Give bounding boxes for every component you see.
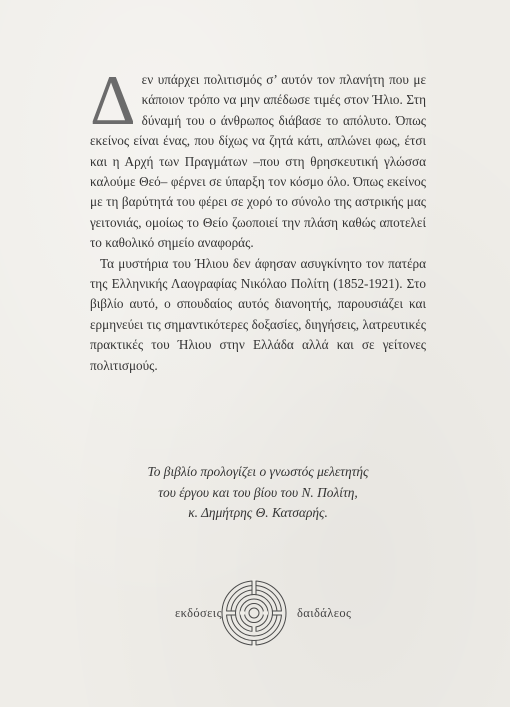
publisher-word-left: εκδόσεις: [175, 606, 222, 620]
paragraph-2: Τα μυστήρια του Ήλιου δεν άφησαν ασυγκίνητο τον πατέρα της Ελληνικής Λαογραφίας Νικόλαο Πολίτη (1852-1921). Στο βιβλίο αυτό, ο σπουδαίος αυτός διανοητής, παρουσιάζει και ερμηνεύει τις σημαντικότερες δοξασίες, διηγήσεις, λατρευτικές πρακτικές του Ήλιου στην Ελλάδα αλλά και σε γείτονες πολιτισμούς.: [90, 255, 426, 373]
blurb-text: [90, 62, 426, 376]
labyrinth-icon: [219, 578, 289, 648]
credit-line-3: κ. Δημήτρης Θ. Κατσαρής.: [188, 505, 328, 521]
publisher-word-right: δαιδάλεος: [297, 606, 352, 620]
publisher-mark: [0, 578, 510, 654]
preface-credit: [80, 462, 436, 524]
paragraph-1: [90, 62, 426, 254]
paragraph-1-text: εν υπάρχει πολιτισμός σ’ αυτόν τον πλανήτη που με κάποιον τρόπο να μην απέδωσε τιμές στον Ήλιο. Στη δύναμή του ο άνθρωπος διάβασε το απόλυτο. Όπως εκείνος είναι ένας, που δίχως να ζητά κάτι, απλώνει φως, έτσι και η Αρχή των Πραγμάτων –που στη θρησκευτική γλώσσα καλούμε Θεό– φέρνει σε ύπαρξη τον κόσμο όλο. Όπως εκείνος με τη βαρύτητά του φέρει σε χορό το σύνολο της αστρικής μας γειτονιάς, ομοίως το Θείο ζωοποιεί την πλάση καθώς αποτελεί το καθολικό σημείο αναφοράς.: [90, 72, 426, 251]
credit-line-2: του έργου και του βίου του Ν. Πολίτη,: [158, 484, 358, 500]
credit-line-1: Το βιβλίο προλογίζει ο γνωστός μελετητής: [147, 464, 369, 479]
drop-cap: Δ: [90, 62, 136, 140]
